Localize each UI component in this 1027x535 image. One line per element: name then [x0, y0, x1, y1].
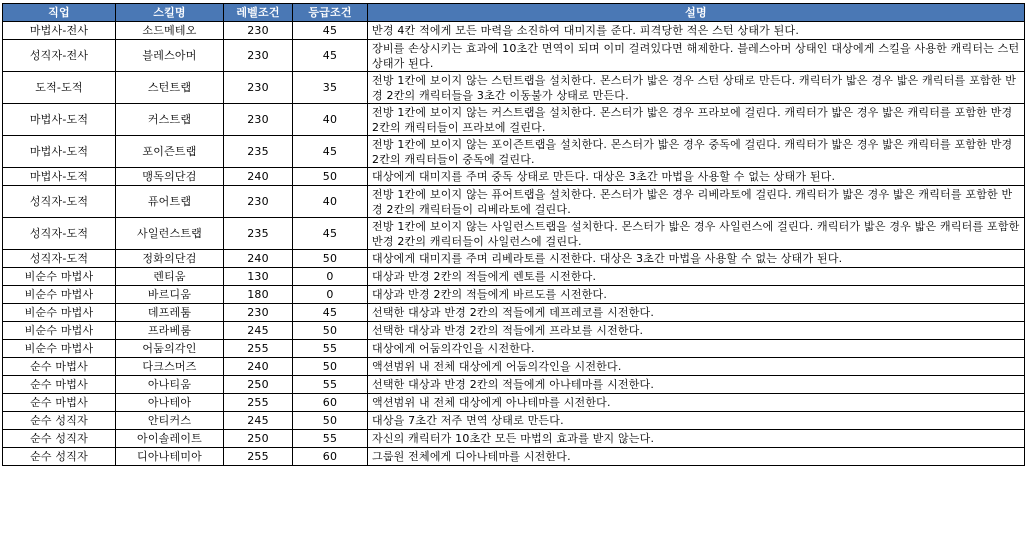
header-row — [3, 4, 1025, 22]
table-row — [3, 168, 1025, 186]
level-cell: 240 — [224, 250, 293, 268]
level-cell: 255 — [224, 448, 293, 466]
table-row — [3, 268, 1025, 286]
table-row — [3, 394, 1025, 412]
description-cell: 선택한 대상과 반경 2칸의 적들에게 아나테마를 시전한다. — [368, 376, 1025, 394]
level-cell: 230 — [224, 104, 293, 136]
grade-cell: 55 — [293, 340, 368, 358]
grade-cell: 50 — [293, 412, 368, 430]
description-cell: 전방 1칸에 보이지 않는 커스트랩을 설치한다. 몬스터가 밟은 경우 프라보에 걸린다. 캐릭터가 밟은 경우 밟은 캐릭터를 포함한 반경 2칸의 캐릭터들이 프라보에 걸린다. — [368, 104, 1025, 136]
grade-cell: 45 — [293, 304, 368, 322]
level-cell: 230 — [224, 186, 293, 218]
table-row — [3, 104, 1025, 136]
job-cell: 성직자-도적 — [3, 250, 116, 268]
table-row — [3, 448, 1025, 466]
skill-cell: 아나테아 — [116, 394, 224, 412]
job-cell: 마법사-도적 — [3, 136, 116, 168]
skill-cell: 아이솔레이트 — [116, 430, 224, 448]
skill-cell: 블레스아머 — [116, 40, 224, 72]
job-cell: 마법사-도적 — [3, 104, 116, 136]
level-cell: 240 — [224, 358, 293, 376]
table-row — [3, 412, 1025, 430]
description-cell: 대상과 반경 2칸의 적들에게 렌토를 시전한다. — [368, 268, 1025, 286]
job-cell: 순수 마법사 — [3, 358, 116, 376]
job-cell: 비순수 마법사 — [3, 286, 116, 304]
table-row — [3, 218, 1025, 250]
table-row — [3, 430, 1025, 448]
grade-cell: 45 — [293, 218, 368, 250]
skill-cell: 소드메테오 — [116, 22, 224, 40]
level-cell: 245 — [224, 412, 293, 430]
table-row — [3, 304, 1025, 322]
job-cell: 순수 마법사 — [3, 394, 116, 412]
table-row — [3, 136, 1025, 168]
skill-cell: 정화의단검 — [116, 250, 224, 268]
grade-cell: 55 — [293, 376, 368, 394]
level-cell: 240 — [224, 168, 293, 186]
job-cell: 순수 성직자 — [3, 412, 116, 430]
skill-cell: 디아나테미아 — [116, 448, 224, 466]
job-cell: 순수 마법사 — [3, 376, 116, 394]
skill-cell: 프라베룸 — [116, 322, 224, 340]
job-cell: 마법사-도적 — [3, 168, 116, 186]
description-cell: 장비를 손상시키는 효과에 10초간 면역이 되며 이미 걸려있다면 해제한다. 블레스아머 상태인 대상에게 스킬을 사용한 캐릭터는 스턴 상태가 된다. — [368, 40, 1025, 72]
job-cell: 비순수 마법사 — [3, 322, 116, 340]
grade-cell: 0 — [293, 268, 368, 286]
description-cell: 대상에게 어둠의각인을 시전한다. — [368, 340, 1025, 358]
level-cell: 250 — [224, 376, 293, 394]
description-cell: 선택한 대상과 반경 2칸의 적들에게 데프레코를 시전한다. — [368, 304, 1025, 322]
description-cell: 대상에게 대미지를 주며 중독 상태로 만든다. 대상은 3초간 마법을 사용할 수 없는 상태가 된다. — [368, 168, 1025, 186]
job-cell: 순수 성직자 — [3, 430, 116, 448]
job-cell: 비순수 마법사 — [3, 304, 116, 322]
description-cell: 대상을 7초간 저주 면역 상태로 만든다. — [368, 412, 1025, 430]
level-cell: 180 — [224, 286, 293, 304]
skill-cell: 어둠의각인 — [116, 340, 224, 358]
job-cell: 성직자-도적 — [3, 186, 116, 218]
grade-cell: 55 — [293, 430, 368, 448]
level-cell: 230 — [224, 304, 293, 322]
grade-cell: 50 — [293, 322, 368, 340]
job-cell: 도적-도적 — [3, 72, 116, 104]
skill-cell: 사일런스트랩 — [116, 218, 224, 250]
table-row — [3, 322, 1025, 340]
header-description: 설명 — [368, 4, 1025, 22]
level-cell: 230 — [224, 22, 293, 40]
job-cell: 성직자-전사 — [3, 40, 116, 72]
table-row — [3, 340, 1025, 358]
skill-cell: 퓨어트랩 — [116, 186, 224, 218]
grade-cell: 40 — [293, 104, 368, 136]
skill-cell: 데프레툼 — [116, 304, 224, 322]
job-cell: 성직자-도적 — [3, 218, 116, 250]
header-level: 레벨조건 — [224, 4, 293, 22]
description-cell: 반경 4칸 적에게 모든 마력을 소진하여 대미지를 준다. 피격당한 적은 스턴 상태가 된다. — [368, 22, 1025, 40]
grade-cell: 40 — [293, 186, 368, 218]
grade-cell: 45 — [293, 22, 368, 40]
level-cell: 235 — [224, 218, 293, 250]
level-cell: 230 — [224, 72, 293, 104]
header-grade: 등급조건 — [293, 4, 368, 22]
job-cell: 비순수 마법사 — [3, 268, 116, 286]
description-cell: 전방 1칸에 보이지 않는 사일런스트랩을 설치한다. 몬스터가 밟은 경우 사일런스에 걸린다. 캐릭터가 밟은 경우 밟은 캐릭터를 포함한 반경 2칸의 캐릭터들이 사일런스에 걸린다. — [368, 218, 1025, 250]
skill-cell: 맹독의단검 — [116, 168, 224, 186]
description-cell: 그룹원 전체에게 디아나테마를 시전한다. — [368, 448, 1025, 466]
description-cell: 액션범위 내 전체 대상에게 어둠의각인을 시전한다. — [368, 358, 1025, 376]
table-row — [3, 22, 1025, 40]
grade-cell: 35 — [293, 72, 368, 104]
grade-cell: 50 — [293, 168, 368, 186]
header-skill: 스킬명 — [116, 4, 224, 22]
description-cell: 전방 1칸에 보이지 않는 스턴트랩을 설치한다. 몬스터가 밟은 경우 스턴 상태로 만든다. 캐릭터가 밟은 경우 밟은 캐릭터를 포함한 반경 2칸의 캐릭터들을 3초간 이동불가 상태로 만든다. — [368, 72, 1025, 104]
grade-cell: 50 — [293, 250, 368, 268]
table-row — [3, 376, 1025, 394]
description-cell: 선택한 대상과 반경 2칸의 적들에게 프라보를 시전한다. — [368, 322, 1025, 340]
description-cell: 액션범위 내 전체 대상에게 아나테마를 시전한다. — [368, 394, 1025, 412]
level-cell: 255 — [224, 394, 293, 412]
description-cell: 자신의 캐릭터가 10초간 모든 마법의 효과를 받지 않는다. — [368, 430, 1025, 448]
grade-cell: 60 — [293, 448, 368, 466]
level-cell: 250 — [224, 430, 293, 448]
job-cell: 비순수 마법사 — [3, 340, 116, 358]
table-row — [3, 40, 1025, 72]
skill-cell: 바르디움 — [116, 286, 224, 304]
grade-cell: 45 — [293, 136, 368, 168]
header-job: 직업 — [3, 4, 116, 22]
skill-cell: 스턴트랩 — [116, 72, 224, 104]
skill-cell: 커스트랩 — [116, 104, 224, 136]
level-cell: 255 — [224, 340, 293, 358]
level-cell: 230 — [224, 40, 293, 72]
table-row — [3, 72, 1025, 104]
grade-cell: 0 — [293, 286, 368, 304]
description-cell: 대상과 반경 2칸의 적들에게 바르도를 시전한다. — [368, 286, 1025, 304]
skill-cell: 렌티움 — [116, 268, 224, 286]
grade-cell: 60 — [293, 394, 368, 412]
table-row — [3, 186, 1025, 218]
grade-cell: 45 — [293, 40, 368, 72]
description-cell: 전방 1칸에 보이지 않는 퓨어트랩을 설치한다. 몬스터가 밟은 경우 리베라토에 걸린다. 캐릭터가 밟은 경우 밟은 캐릭터를 포함한 반경 2칸의 캐릭터들이 리베라토에 걸린다. — [368, 186, 1025, 218]
description-cell: 전방 1칸에 보이지 않는 포이즌트랩을 설치한다. 몬스터가 밟은 경우 중독에 걸린다. 캐릭터가 밟은 경우 밟은 캐릭터를 포함한 반경 2칸의 캐릭터들이 중독에 걸린다. — [368, 136, 1025, 168]
level-cell: 130 — [224, 268, 293, 286]
skill-cell: 다크스머즈 — [116, 358, 224, 376]
job-cell: 순수 성직자 — [3, 448, 116, 466]
level-cell: 235 — [224, 136, 293, 168]
skill-cell: 포이즌트랩 — [116, 136, 224, 168]
skill-table — [2, 3, 1025, 466]
skill-cell: 안티커스 — [116, 412, 224, 430]
grade-cell: 50 — [293, 358, 368, 376]
table-row — [3, 250, 1025, 268]
level-cell: 245 — [224, 322, 293, 340]
description-cell: 대상에게 대미지를 주며 리베라토를 시전한다. 대상은 3초간 마법을 사용할 수 없는 상태가 된다. — [368, 250, 1025, 268]
job-cell: 마법사-전사 — [3, 22, 116, 40]
table-row — [3, 358, 1025, 376]
skill-cell: 아나티움 — [116, 376, 224, 394]
table-row — [3, 286, 1025, 304]
